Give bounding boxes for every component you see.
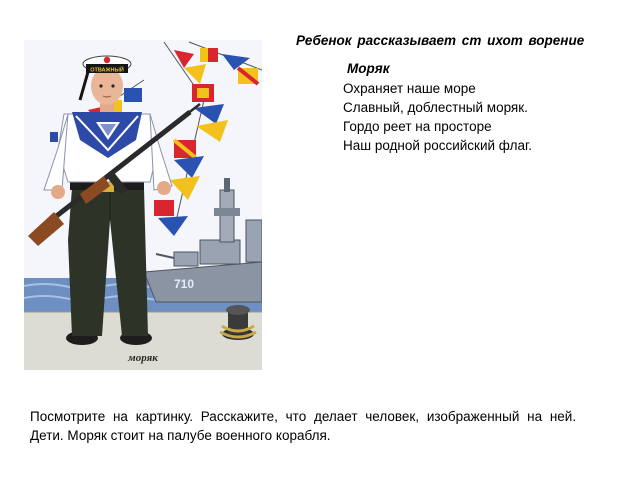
ship-number: 710 [174,277,195,291]
discussion-text [30,407,616,445]
poem-title: Моряк [347,61,390,76]
discussion-answer: Дети. Моряк стоит на палубе военного корабля. [30,428,331,443]
cap-ribbon-text: ОТВАЖНЫЙ [90,67,124,74]
sailor-illustration [24,40,262,370]
poem-line: Наш родной российский флаг. [343,138,532,153]
poem-line: Славный, доблестный моряк. [343,100,528,115]
slide-title: Ребенок рассказывает ст ихот ворение [296,33,585,48]
picture-caption: моряк [128,352,158,364]
poem [343,60,633,155]
poem-line: Гордо реет на просторе [343,119,492,134]
poem-line: Охраняет наше море [343,81,476,96]
discussion-question: Посмотрите на картинку. Расскажите, что делает человек, изображенный на ней. [30,409,577,424]
